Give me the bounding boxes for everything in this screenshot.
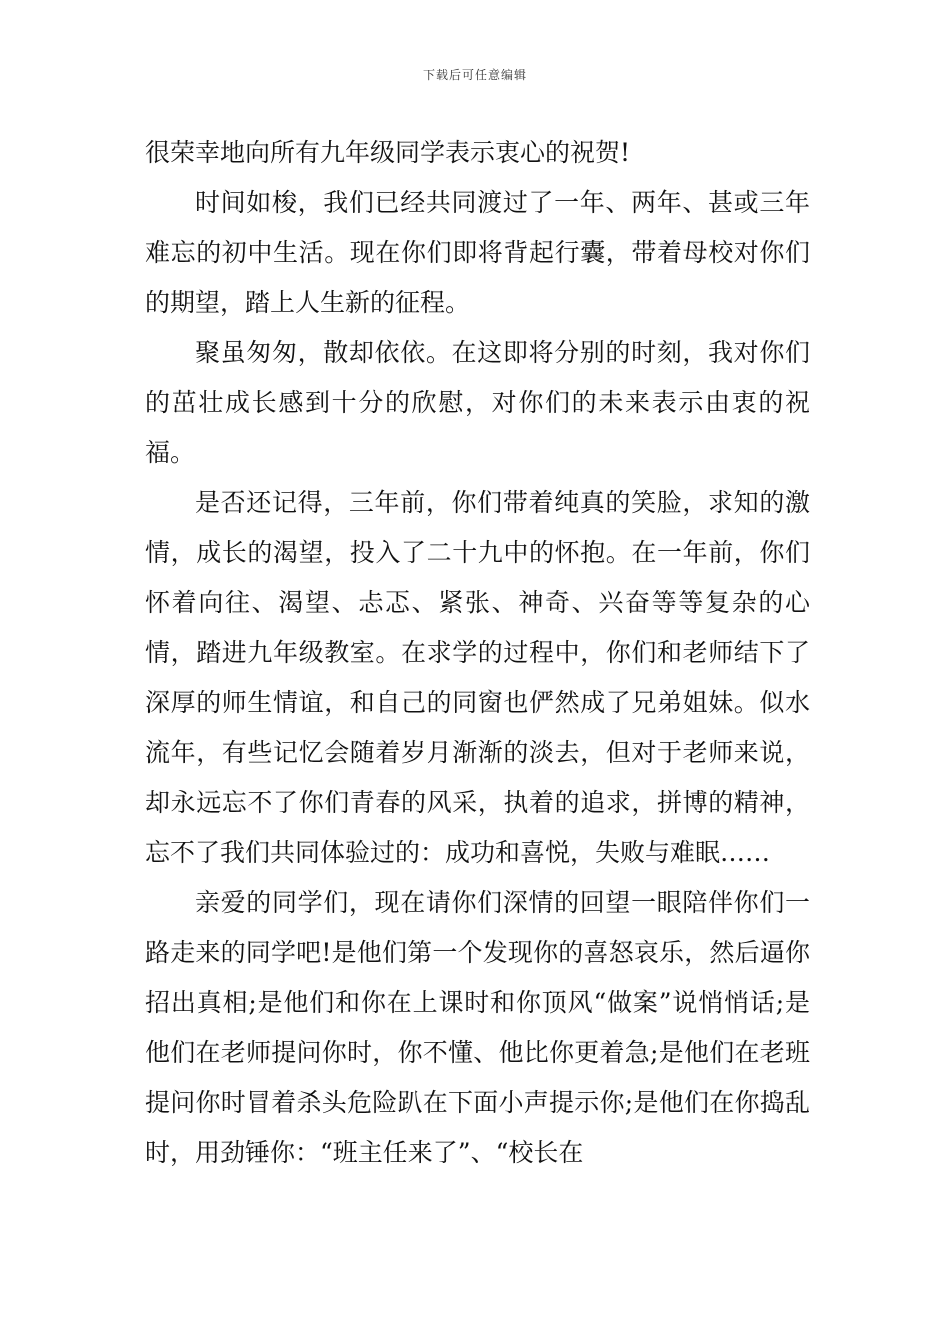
page-header: 下载后可任意编辑 xyxy=(422,68,527,82)
document-body xyxy=(145,128,810,1178)
paragraph: 亲爱的同学们，现在请你们深情的回望一眼陪伴你们一路走来的同学吧!是他们第一个发现你的喜怒哀乐，然后逼你招出真相;是他们和你在上课时和你顶风“做案”说悄悄话;是他们在老师提问你时，你不懂、他比你更着急;是他们在老班提问你时冒着杀头危险趴在下面小声提示你;是他们在你捣乱时，用劲锤你：“班主任来了”、“校长在 xyxy=(145,888,810,1167)
paragraph-continued: 很荣幸地向所有九年级同学表示衷心的祝贺! xyxy=(145,138,631,167)
paragraph: 是否还记得，三年前，你们带着纯真的笑脸，求知的激情，成长的渴望，投入了二十九中的怀抱。在一年前，你们怀着向往、渴望、忐忑、紧张、神奇、兴奋等等复杂的心情，踏进九年级教室。在求学的过程中，你们和老师结下了深厚的师生情谊，和自己的同窗也俨然成了兄弟姐妹。似水流年，有些记忆会随着岁月渐渐的淡去，但对于老师来说，却永远忘不了你们青春的风采，执着的追求，拼博的精神，忘不了我们共同体验过的：成功和喜悦，失败与难眠…… xyxy=(145,488,810,867)
paragraph: 时间如梭，我们已经共同渡过了一年、两年、甚或三年难忘的初中生活。现在你们即将背起行囊，带着母校对你们的期望，踏上人生新的征程。 xyxy=(145,188,810,317)
paragraph: 聚虽匆匆，散却依依。在这即将分别的时刻，我对你们的茁壮成长感到十分的欣慰，对你们的未来表示由衷的祝福。 xyxy=(145,338,810,467)
